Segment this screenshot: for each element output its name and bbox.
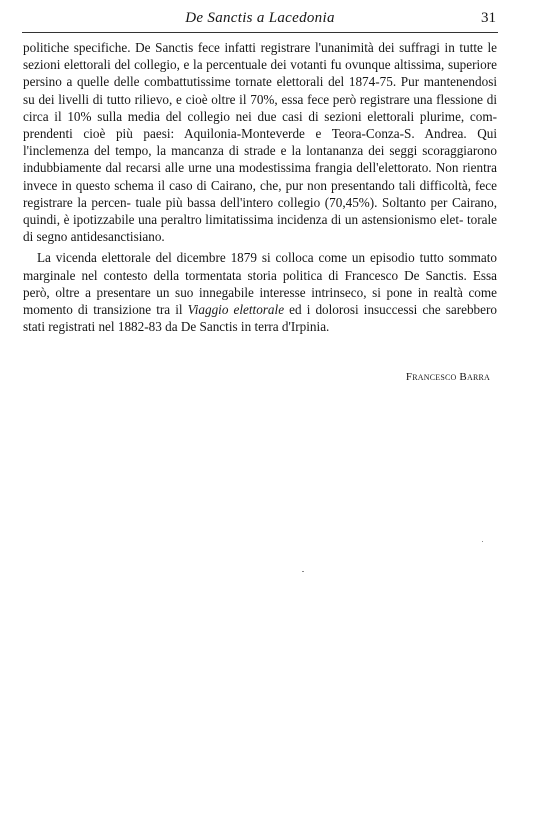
paragraph-1-line: politiche specifiche. De Sanctis fece infatti registrare l'unanimità dei suffragi [23,40,440,55]
paragraph-2-line: ed i dolorosi insuccessi che sarebbero stati registrati [23,302,497,335]
paragraph-1-line: sulla media del collegio nei due casi di sezioni elettorali plurime, com- [97,108,497,124]
paragraph-1-line: tuale più bassa dell'intero collegio (70,45%). Soltanto per Cairano, quindi, [23,194,497,228]
book-title-italic: Viaggio elettorale [187,302,285,318]
author-signature: Francesco Barra [405,371,490,383]
paragraph-2-line: tutto sommato marginale nel contesto della tormentata storia politica di [23,250,497,283]
paragraph-1-line: torale di segno antidesanctisiano. [23,212,498,245]
running-head [22,8,498,34]
paragraph-1 [23,39,497,245]
paragraph-1-line: frangia dell'elettorato. Non rientra invece in questo schema il caso di [23,160,497,193]
header-rule [22,32,498,33]
paragraph-1-line: elettorali del 1874-75. Pur mantenendosi su dei livelli di tutto rilievo, e [23,74,497,107]
paragraph-1-line: è ipotizzabile una peraltro limitatissima incidenza di un astensionismo elet- [63,212,464,228]
paragraph-1-line: in tutte le sezioni elettorali del collegio, e la percentuale dei votanti fu [23,40,498,73]
paragraph-2 [23,249,497,335]
paragraph-1-line: ovunque altissima, superiore persino a quelle delle combattutissime tornate [23,57,498,90]
paper-speck [482,541,483,542]
paragraph-2-line: Francesco De Sanctis. Essa però, oltre a presentare un suo innegabile [23,267,498,300]
paragraph-1-line: Cairano, che, pur non presentando tali difficoltà, fece registrare la percen- [23,177,497,210]
paragraph-1-line: seggi scoraggiarono indubbiamente dal recarsi alle urne una modestissima [23,143,497,176]
paragraph-1-line: prendenti cioè più paesi: Aquilonia-Monteverde e Teora-Conza-S. Andrea. [23,126,467,142]
paragraph-2-line: interesse intrinseco, si pone in realtà come momento di transizione tra il [23,284,497,318]
paragraph-1-line: Qui l'inclemenza del tempo, la mancanza di strade e la lontananza dei [23,126,498,159]
paper-speck [302,571,304,572]
paragraph-2-line: La vicenda elettorale del dicembre 1879 si colloca come un episodio [37,250,415,266]
running-title: De Sanctis a Lacedonia [185,10,335,26]
page-number: 31 [481,10,496,26]
body-text [23,39,497,335]
paragraph-1-line: cioè oltre il 70%, essa fece però registrare una flessione di circa il 10% [23,91,498,124]
paragraph-2-line: nel 1882-83 da De Sanctis in terra d'Irpinia. [98,319,330,335]
